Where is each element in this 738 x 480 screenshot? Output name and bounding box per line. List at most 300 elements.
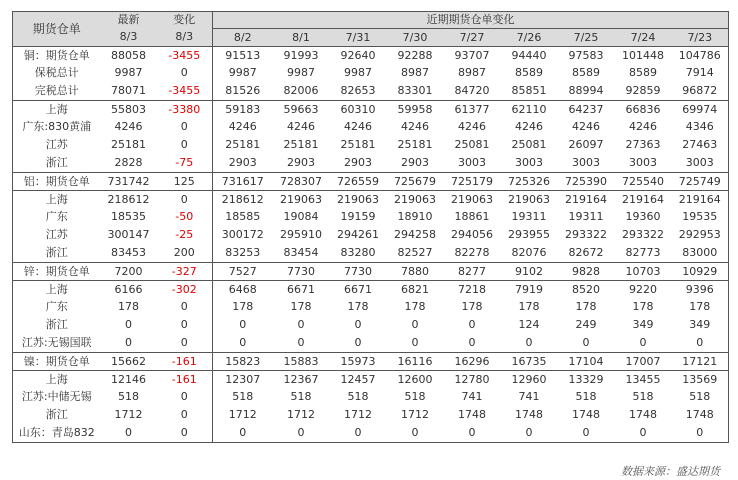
history-value: 0: [468, 318, 476, 331]
history-value: 3003: [515, 156, 543, 169]
header-date: 7/31: [330, 29, 387, 47]
history-value: 178: [290, 300, 312, 313]
table-body: [13, 12, 729, 443]
history-value: 82672: [568, 246, 604, 259]
history-value: 349: [632, 318, 654, 331]
history-value: 3003: [572, 156, 600, 169]
history-value: 16296: [444, 353, 501, 371]
latest-value: 88058: [101, 47, 157, 65]
history-value: 15823: [213, 353, 273, 371]
row-label: 保税总计: [13, 64, 101, 82]
history-value: 88994: [568, 84, 604, 97]
history-value: 64237: [558, 101, 615, 119]
header-date: 8/1: [273, 29, 330, 47]
history-value: 0: [354, 336, 362, 349]
history-value: 82527: [397, 246, 433, 259]
history-value: 178: [404, 300, 426, 313]
history-value: 249: [575, 318, 597, 331]
history-value: 12307: [213, 371, 273, 389]
history-value: 0: [411, 318, 419, 331]
history-value: 0: [525, 336, 533, 349]
history-value: 25181: [397, 138, 433, 151]
latest-value: -302: [157, 281, 213, 299]
history-value: 4246: [515, 120, 543, 133]
history-value: 4246: [287, 120, 315, 133]
table-row: [13, 388, 729, 406]
history-value: 16735: [501, 353, 558, 371]
latest-value: 0: [157, 136, 213, 154]
history-value: 59663: [273, 101, 330, 119]
history-value: 518: [404, 390, 426, 403]
history-value: 6821: [387, 281, 444, 299]
history-value: 1712: [344, 408, 372, 421]
history-value: 725749: [672, 173, 729, 191]
history-value: 83253: [225, 246, 261, 259]
history-value: 19360: [625, 210, 661, 223]
history-value: 178: [461, 300, 483, 313]
latest-value: -161: [157, 353, 213, 371]
row-label: 江苏: [13, 226, 101, 244]
latest-value: 0: [157, 316, 213, 334]
history-value: 294261: [337, 228, 379, 241]
history-value: 97583: [558, 47, 615, 65]
history-value: 12960: [501, 371, 558, 389]
latest-value: 7200: [101, 263, 157, 281]
history-value: 0: [501, 424, 558, 443]
header-date: 7/30: [387, 29, 444, 47]
header-date: 7/25: [558, 29, 615, 47]
history-value: 15883: [273, 353, 330, 371]
history-value: 59958: [387, 101, 444, 119]
latest-value: 78071: [111, 84, 146, 97]
latest-value: 55803: [101, 101, 157, 119]
history-value: 25181: [225, 138, 261, 151]
history-value: 8987: [401, 66, 429, 79]
history-value: 741: [518, 390, 540, 403]
header-change: 变化: [157, 12, 213, 29]
latest-value: 12146: [101, 371, 157, 389]
latest-value: 178: [118, 300, 139, 313]
history-value: 0: [297, 336, 305, 349]
history-value: 518: [232, 390, 254, 403]
history-value: 0: [387, 424, 444, 443]
header-date: 8/3: [157, 29, 213, 47]
history-value: 518: [672, 388, 729, 406]
latest-value: 15662: [101, 353, 157, 371]
header-date: 8/2: [213, 29, 273, 47]
history-value: 9102: [501, 263, 558, 281]
history-value: 0: [582, 336, 590, 349]
history-value: 12367: [273, 371, 330, 389]
header-date: 7/27: [444, 29, 501, 47]
latest-value: -50: [157, 208, 213, 226]
history-value: 1748: [629, 408, 657, 421]
table-row: [13, 334, 729, 353]
history-value: 728307: [273, 173, 330, 191]
latest-value: -161: [157, 371, 213, 389]
history-value: 0: [558, 424, 615, 443]
history-value: 3003: [458, 156, 486, 169]
history-value: 0: [615, 424, 672, 443]
history-value: 8277: [444, 263, 501, 281]
history-value: 19311: [511, 210, 547, 223]
history-value: 1712: [287, 408, 315, 421]
history-value: 18585: [225, 210, 261, 223]
history-value: 7914: [672, 64, 729, 82]
history-value: 0: [468, 336, 476, 349]
history-value: 0: [672, 424, 729, 443]
header-date: 7/24: [615, 29, 672, 47]
history-value: 178: [575, 300, 597, 313]
history-value: 83000: [672, 244, 729, 263]
data-source-note: 数据来源：盛达期货: [621, 465, 720, 478]
row-label: 上海: [13, 101, 101, 119]
history-value: 219164: [672, 191, 729, 209]
history-value: 96872: [672, 82, 729, 101]
latest-value: 0: [157, 388, 213, 406]
history-value: 26097: [568, 138, 604, 151]
history-value: 219063: [273, 191, 330, 209]
history-value: 91513: [213, 47, 273, 65]
history-value: 293322: [565, 228, 607, 241]
history-value: 19311: [568, 210, 604, 223]
latest-value: 0: [125, 336, 132, 349]
history-value: 219164: [558, 191, 615, 209]
history-value: 93707: [444, 47, 501, 65]
history-value: 60310: [330, 101, 387, 119]
row-label: 上海: [13, 191, 101, 209]
history-value: 8589: [515, 66, 543, 79]
table-row: [13, 353, 729, 371]
history-value: 91993: [273, 47, 330, 65]
table-row: [13, 298, 729, 316]
history-value: 7730: [273, 263, 330, 281]
header-date: 7/23: [672, 29, 729, 47]
table-row: [13, 281, 729, 299]
row-label: 上海: [13, 281, 101, 299]
table-row: [13, 64, 729, 82]
latest-value: 0: [157, 298, 213, 316]
history-value: 19084: [283, 210, 319, 223]
history-value: 2903: [287, 156, 315, 169]
table-row: [13, 154, 729, 173]
history-value: 25181: [283, 138, 319, 151]
latest-value: -25: [157, 226, 213, 244]
latest-value: 0: [157, 424, 213, 443]
history-value: 219063: [330, 191, 387, 209]
row-label: 浙江: [13, 154, 101, 173]
history-value: 7919: [501, 281, 558, 299]
history-value: 9987: [228, 66, 257, 79]
row-label: 完税总计: [13, 82, 101, 101]
latest-value: 125: [157, 173, 213, 191]
history-value: 4246: [572, 120, 600, 133]
table-row: [13, 371, 729, 389]
history-value: 6671: [273, 281, 330, 299]
table-row: [13, 118, 729, 136]
history-value: 218612: [213, 191, 273, 209]
history-value: 9987: [287, 66, 315, 79]
latest-value: 25181: [111, 138, 146, 151]
latest-value: 6166: [101, 281, 157, 299]
history-value: 94440: [501, 47, 558, 65]
history-value: 83280: [340, 246, 376, 259]
table-row: [13, 263, 729, 281]
history-value: 83301: [397, 84, 433, 97]
latest-value: 0: [157, 406, 213, 424]
table-row: [13, 173, 729, 191]
history-value: 17104: [558, 353, 615, 371]
table-row: [13, 208, 729, 226]
history-value: 17007: [615, 353, 672, 371]
history-value: 219063: [444, 191, 501, 209]
latest-value: 2828: [114, 156, 143, 169]
history-value: 0: [213, 424, 273, 443]
history-value: 82006: [283, 84, 319, 97]
history-value: 0: [672, 334, 729, 353]
history-value: 741: [461, 390, 483, 403]
history-value: 0: [239, 318, 247, 331]
history-value: 18861: [454, 210, 490, 223]
history-value: 82076: [511, 246, 547, 259]
header-row-dates: [13, 29, 729, 47]
history-value: 8520: [558, 281, 615, 299]
latest-value: 0: [157, 191, 213, 209]
latest-value: 0: [157, 64, 213, 82]
latest-value: 0: [125, 318, 132, 331]
latest-value: -327: [157, 263, 213, 281]
header-latest: 最新: [101, 12, 157, 29]
row-label: 广东: [13, 298, 101, 316]
history-value: 0: [411, 336, 419, 349]
latest-value: -3455: [157, 82, 213, 101]
history-value: 4246: [228, 120, 257, 133]
history-value: 2903: [228, 156, 257, 169]
history-value: 518: [575, 390, 597, 403]
history-value: 1748: [672, 406, 729, 424]
table-row: [13, 191, 729, 209]
row-label: 江苏:中储无锡: [13, 388, 101, 406]
latest-value: 0: [101, 424, 157, 443]
table-row: [13, 406, 729, 424]
history-value: 61377: [444, 101, 501, 119]
history-value: 10703: [615, 263, 672, 281]
history-value: 4346: [672, 118, 729, 136]
history-value: 12457: [330, 371, 387, 389]
history-value: 16116: [387, 353, 444, 371]
history-value: 7527: [213, 263, 273, 281]
history-value: 518: [290, 390, 312, 403]
latest-value: 200: [157, 244, 213, 263]
history-value: 92859: [625, 84, 661, 97]
history-value: 62110: [501, 101, 558, 119]
history-value: 12780: [444, 371, 501, 389]
history-value: 1712: [401, 408, 429, 421]
history-value: 293322: [622, 228, 664, 241]
latest-value: 9987: [114, 66, 143, 79]
warehouse-receipt-table: [12, 11, 729, 443]
header-date: 7/26: [501, 29, 558, 47]
history-value: 25081: [454, 138, 490, 151]
history-value: 1748: [515, 408, 543, 421]
history-value: 19535: [672, 208, 729, 226]
row-label: 镍：期货仓单: [13, 353, 101, 371]
latest-value: 4246: [114, 120, 143, 133]
history-value: 219063: [387, 191, 444, 209]
history-value: 7880: [387, 263, 444, 281]
history-value: 178: [672, 298, 729, 316]
latest-value: 731742: [101, 173, 157, 191]
history-value: 178: [232, 300, 254, 313]
history-value: 725679: [387, 173, 444, 191]
history-value: 178: [347, 300, 369, 313]
row-label: 江苏: [13, 136, 101, 154]
history-value: 726559: [330, 173, 387, 191]
table-row: [13, 226, 729, 244]
history-value: 25081: [511, 138, 547, 151]
latest-value: 0: [157, 118, 213, 136]
row-label: 广东:830黄浦: [13, 118, 101, 136]
history-value: 84720: [454, 84, 490, 97]
history-value: 9828: [558, 263, 615, 281]
history-value: 725390: [558, 173, 615, 191]
header-recent: 近期期货仓单变化: [213, 12, 729, 29]
history-value: 0: [639, 336, 647, 349]
history-value: 101448: [615, 47, 672, 65]
history-value: 219063: [501, 191, 558, 209]
history-value: 83454: [283, 246, 319, 259]
history-value: 178: [632, 300, 654, 313]
history-value: 19159: [340, 210, 376, 223]
latest-value: -75: [157, 154, 213, 173]
history-value: 6671: [330, 281, 387, 299]
latest-value: 218612: [101, 191, 157, 209]
history-value: 725179: [444, 173, 501, 191]
history-value: 7218: [444, 281, 501, 299]
history-value: 8987: [458, 66, 486, 79]
table-row: [13, 136, 729, 154]
row-label: 江苏:无锡国联: [13, 334, 101, 353]
history-value: 4246: [401, 120, 429, 133]
history-value: 518: [347, 390, 369, 403]
row-label: 锌：期货仓单: [13, 263, 101, 281]
history-value: 81526: [225, 84, 261, 97]
row-label: 浙江: [13, 244, 101, 263]
history-value: 7730: [330, 263, 387, 281]
row-label: 铜：期货仓单: [13, 47, 101, 65]
history-value: 1712: [228, 408, 257, 421]
latest-value: 300147: [107, 228, 150, 241]
row-label: 铝：期货仓单: [13, 173, 101, 191]
history-value: 10929: [672, 263, 729, 281]
table-row: [13, 101, 729, 119]
history-value: 92288: [387, 47, 444, 65]
history-value: 27363: [625, 138, 661, 151]
history-value: 82278: [454, 246, 490, 259]
history-value: 12600: [387, 371, 444, 389]
history-value: 104786: [672, 47, 729, 65]
history-value: 3003: [672, 154, 729, 173]
history-value: 292953: [672, 226, 729, 244]
row-label: 山东：青岛832: [13, 424, 101, 443]
history-value: 25181: [340, 138, 376, 151]
history-value: 294258: [394, 228, 436, 241]
history-value: 8589: [629, 66, 657, 79]
table-row: [13, 424, 729, 443]
history-value: 82773: [625, 246, 661, 259]
table-row: [13, 244, 729, 263]
history-value: 294056: [451, 228, 493, 241]
latest-value: -3455: [157, 47, 213, 65]
row-label: 上海: [13, 371, 101, 389]
history-value: 0: [354, 318, 362, 331]
latest-value: 1712: [114, 408, 143, 421]
history-value: 13329: [558, 371, 615, 389]
history-value: 3003: [629, 156, 657, 169]
history-value: 178: [518, 300, 540, 313]
table-row: [13, 82, 729, 101]
latest-value: -3380: [157, 101, 213, 119]
history-value: 2903: [344, 156, 372, 169]
history-value: 85851: [511, 84, 547, 97]
history-value: 9396: [672, 281, 729, 299]
history-value: 17121: [672, 353, 729, 371]
history-value: 15973: [330, 353, 387, 371]
history-value: 725326: [501, 173, 558, 191]
history-value: 1748: [458, 408, 486, 421]
header-label: 期货仓单: [13, 12, 101, 47]
history-value: 4246: [458, 120, 486, 133]
latest-value: 518: [118, 390, 139, 403]
history-value: 0: [273, 424, 330, 443]
history-value: 0: [297, 318, 305, 331]
history-value: 13569: [672, 371, 729, 389]
history-value: 9987: [344, 66, 372, 79]
history-value: 0: [444, 424, 501, 443]
history-value: 731617: [213, 173, 273, 191]
history-value: 300172: [221, 228, 264, 241]
history-value: 66836: [615, 101, 672, 119]
header-date: 8/3: [101, 29, 157, 47]
history-value: 725540: [615, 173, 672, 191]
table-row: [13, 47, 729, 65]
history-value: 59183: [213, 101, 273, 119]
history-value: 124: [518, 318, 540, 331]
history-value: 4246: [344, 120, 372, 133]
history-value: 13455: [615, 371, 672, 389]
row-label: 浙江: [13, 316, 101, 334]
history-value: 1748: [572, 408, 600, 421]
history-value: 518: [632, 390, 654, 403]
history-value: 8589: [572, 66, 600, 79]
history-value: 219164: [615, 191, 672, 209]
history-value: 0: [239, 336, 247, 349]
history-value: 0: [330, 424, 387, 443]
history-value: 69974: [672, 101, 729, 119]
history-value: 295910: [280, 228, 322, 241]
history-value: 27463: [672, 136, 729, 154]
history-value: 6468: [213, 281, 273, 299]
history-value: 18910: [397, 210, 433, 223]
history-value: 4246: [629, 120, 657, 133]
history-value: 293955: [508, 228, 550, 241]
history-value: 92640: [330, 47, 387, 65]
history-value: 349: [672, 316, 729, 334]
latest-value: 0: [157, 334, 213, 353]
history-value: 2903: [401, 156, 429, 169]
table-row: [13, 316, 729, 334]
history-value: 82653: [340, 84, 376, 97]
